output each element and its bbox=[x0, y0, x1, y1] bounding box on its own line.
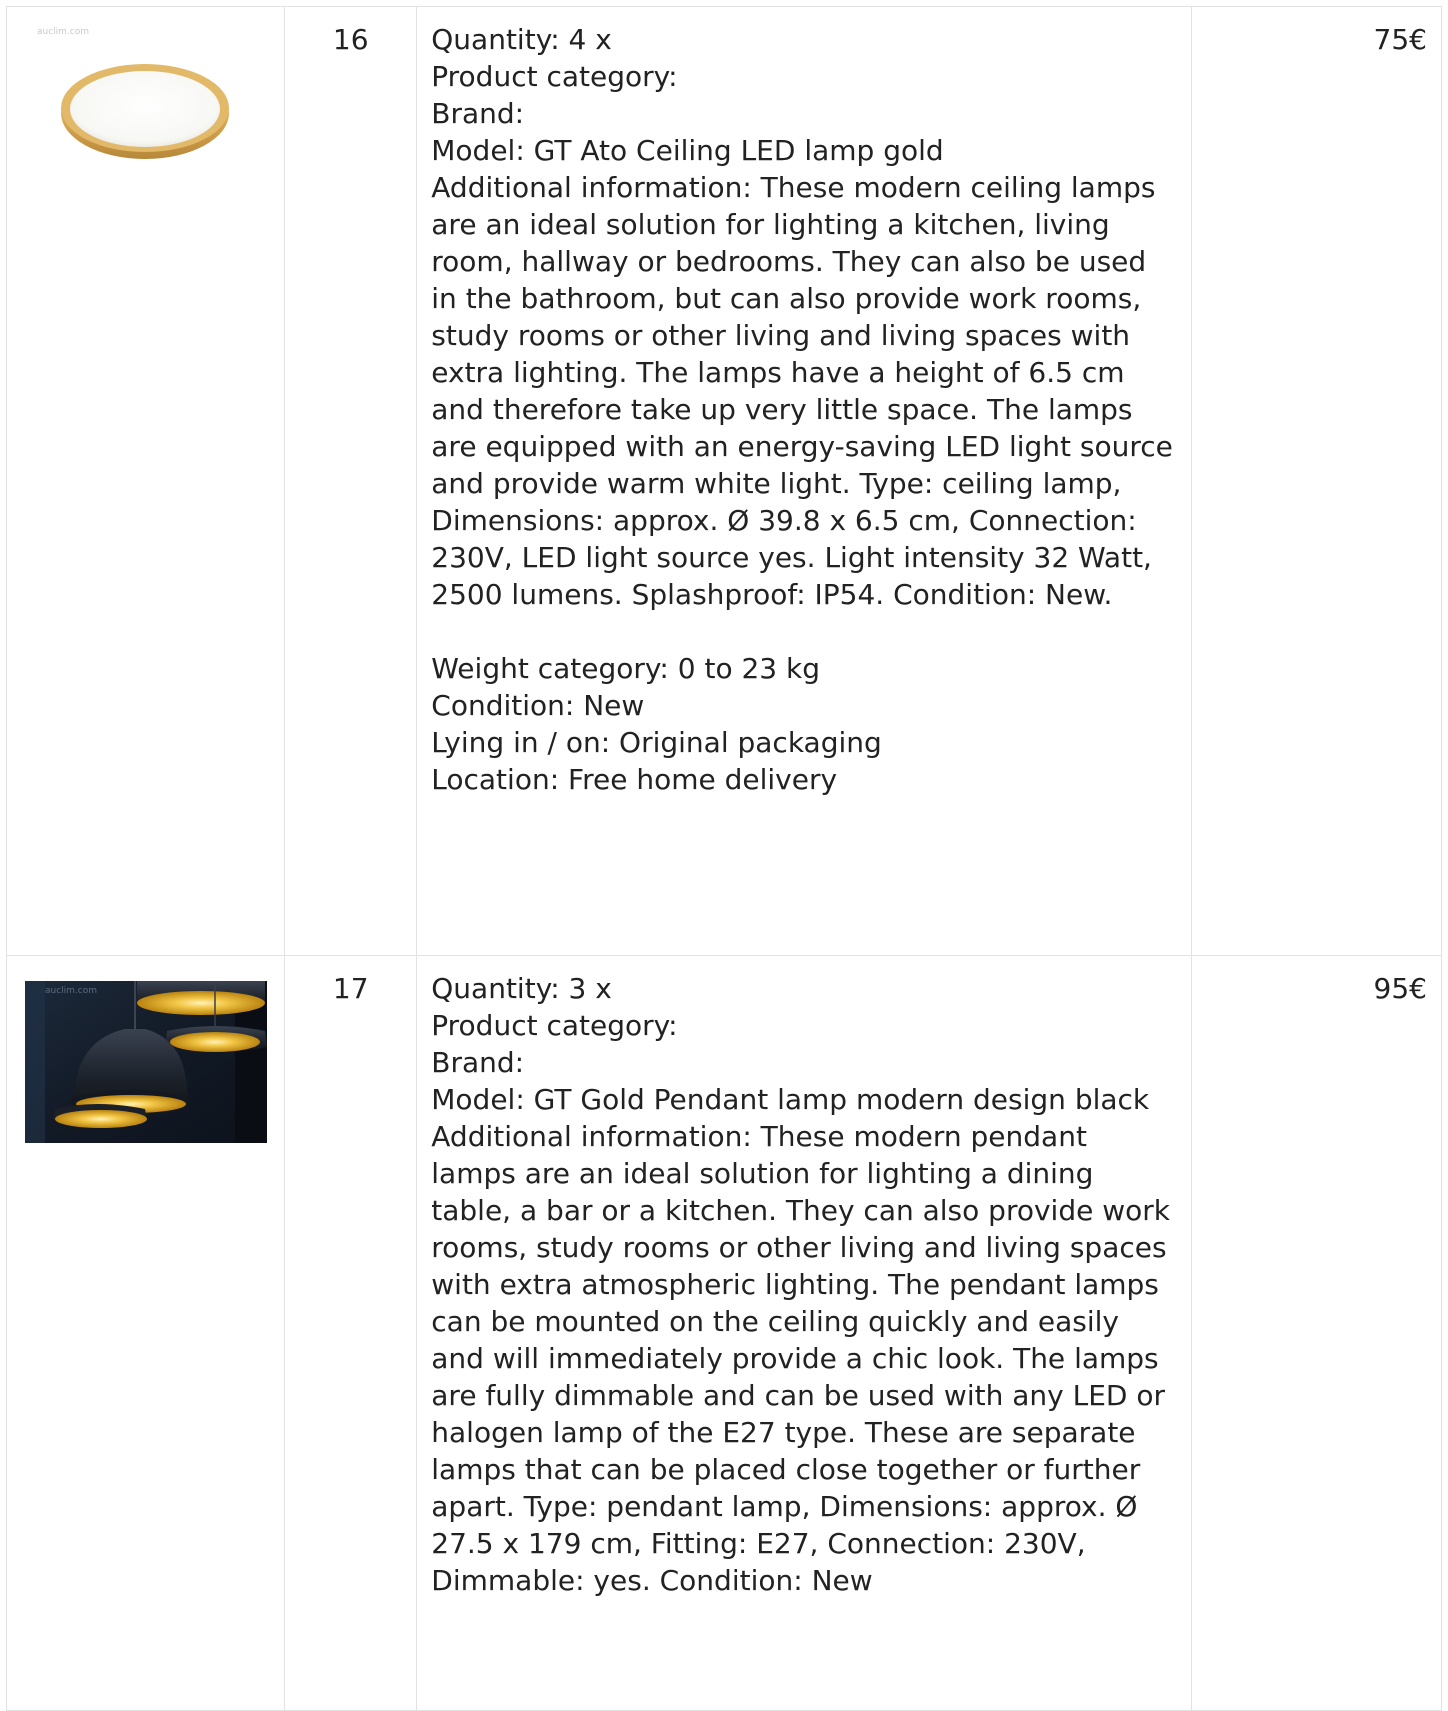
lot-table bbox=[6, 6, 1442, 1711]
lot-image-cell bbox=[7, 7, 285, 956]
additional-info: Additional information: These modern ceiling lamps are an ideal solution for lighting a kitchen, living room, hallway or bedrooms. They can also be used in the bathroom, but can also provide work rooms, study rooms or other living and living spaces with extra lighting. The lamps have a height of 6.5 cm and therefore take up very little space. The lamps are equipped with an energy-saving LED light source and provide warm white light. Type: ceiling lamp, Dimensions: approx. Ø 39.8 x 6.5 cm, Connection: 230V, LED light source yes. Light intensity 32 Watt, 2500 lumens. Splashproof: IP54. Condition: New. bbox=[431, 171, 1173, 611]
lot-number: 17 bbox=[285, 956, 417, 1711]
lot-image-cell bbox=[7, 956, 285, 1711]
model-line: Model: GT Ato Ceiling LED lamp gold bbox=[431, 134, 944, 167]
condition-line: Condition: New bbox=[431, 689, 645, 722]
packaging-line: Lying in / on: Original packaging bbox=[431, 726, 882, 759]
image-watermark: auclim.com bbox=[45, 986, 98, 996]
quantity-line: Quantity: 3 x bbox=[431, 972, 612, 1005]
additional-info: Additional information: These modern pendant lamps are an ideal solution for lighting a dining table, a bar or a kitchen. They can also provide work rooms, study rooms or other living and living spaces with extra atmospheric lighting. The pendant lamps can be mounted on the ceiling quickly and easily and will immediately provide a chic look. The lamps are fully dimmable and can be used with any LED or halogen lamp of the E27 type. These are separate lamps that can be placed close together or further apart. Type: pendant lamp, Dimensions: approx. Ø 27.5 x 179 cm, Fitting: E27, Connection: 230V, Dimmable: yes. Condition: New bbox=[431, 1120, 1170, 1597]
ceiling-lamp-icon bbox=[59, 57, 231, 161]
weight-line: Weight category: 0 to 23 kg bbox=[431, 652, 820, 685]
lot-image[interactable] bbox=[7, 7, 285, 207]
lot-description bbox=[417, 7, 1192, 956]
category-line: Product category: bbox=[431, 60, 678, 93]
quantity-line: Quantity: 4 x bbox=[431, 23, 612, 56]
category-line: Product category: bbox=[431, 1009, 678, 1042]
lot-number: 16 bbox=[285, 7, 417, 956]
lot-description bbox=[417, 956, 1192, 1711]
image-watermark: auclim.com bbox=[37, 27, 90, 37]
brand-line: Brand: bbox=[431, 1046, 525, 1079]
spacer bbox=[431, 613, 1177, 650]
location-line: Location: Free home delivery bbox=[431, 763, 838, 796]
lot-price: 75€ bbox=[1191, 7, 1441, 956]
brand-line: Brand: bbox=[431, 97, 525, 130]
table-row bbox=[7, 956, 1442, 1711]
table-row bbox=[7, 7, 1442, 956]
lot-price: 95€ bbox=[1191, 956, 1441, 1711]
pendant-lamp-icon bbox=[25, 981, 267, 1143]
lot-image[interactable] bbox=[7, 956, 285, 1156]
model-line: Model: GT Gold Pendant lamp modern design black bbox=[431, 1083, 1150, 1116]
